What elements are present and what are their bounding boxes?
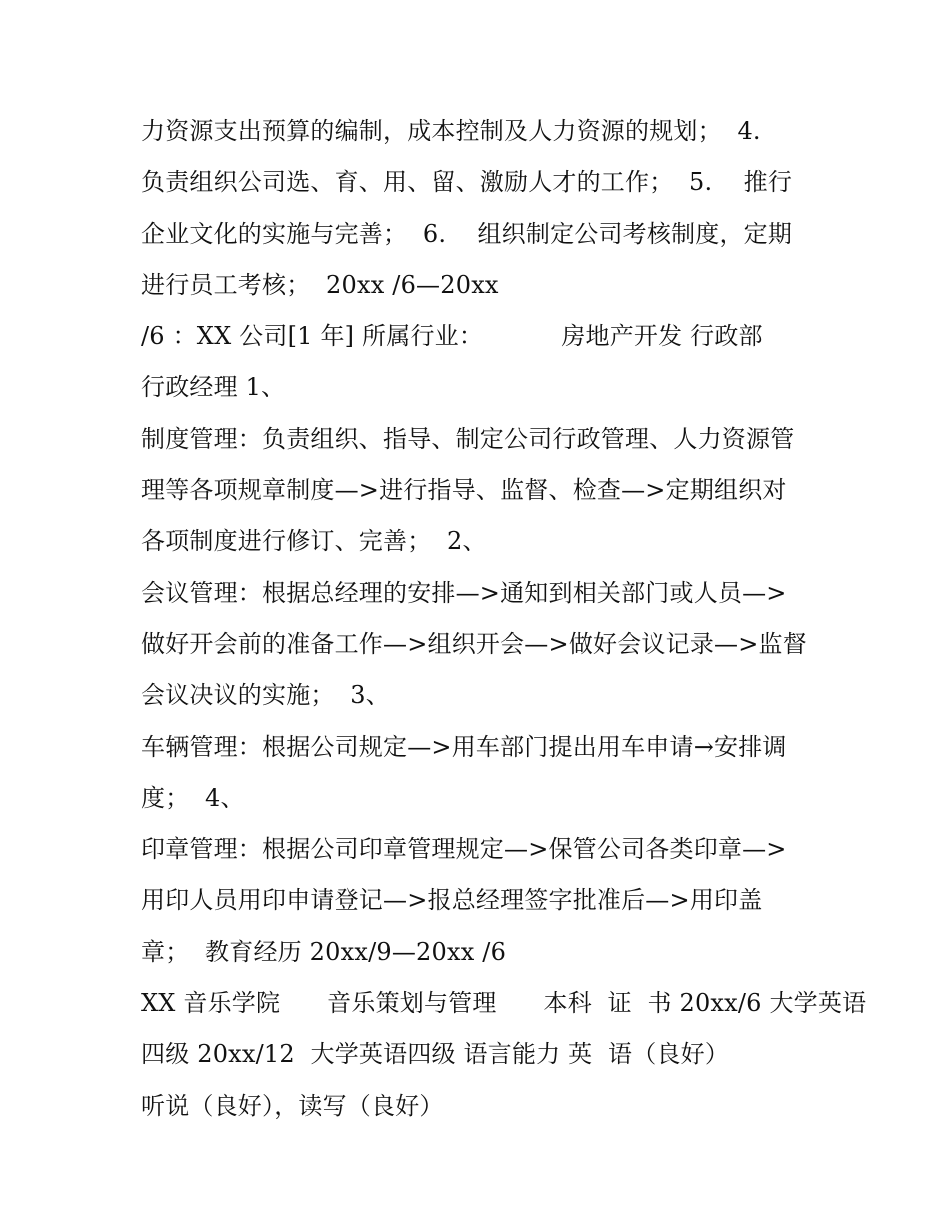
text-line-11: 做好开会前的准备工作—>组织开会—>做好会议记录—>监督 (141, 629, 807, 658)
text-line-1: 力资源支出预算的编制，成本控制及人力资源的规划； 4. (141, 117, 761, 145)
text-line-6: 行政经理 1、 (141, 373, 286, 402)
text-line-19: 四级 20xx/12 大学英语四级 语言能力 英 语（良好） (141, 1040, 730, 1069)
resume-text-block (141, 106, 867, 1132)
text-line-7: 制度管理：负责组织、指导、制定公司行政管理、人力资源管 (141, 424, 795, 453)
text-line-17: 章； 教育经历 20xx/9—20xx /6 (141, 937, 507, 966)
text-line-13: 车辆管理：根据公司规定—>用车部门提出用车申请→安排调 (141, 732, 787, 761)
text-line-15: 印章管理：根据公司印章管理规定—>保管公司各类印章—> (141, 835, 787, 864)
text-line-5: /6 ：XX 公司[1 年] 所属行业： 房地产开发 行政部 (141, 322, 763, 351)
text-line-14: 度； 4、 (141, 783, 245, 812)
text-line-12: 会议决议的实施； 3、 (141, 681, 390, 710)
text-line-10: 会议管理：根据总经理的安排—>通知到相关部门或人员—> (141, 578, 787, 607)
text-line-4: 进行员工考核； 20xx /6—20xx (141, 270, 499, 299)
text-line-20: 听说（良好），读写（良好） (141, 1091, 444, 1120)
text-line-8: 理等各项规章制度—>进行指导、监督、检查—>定期组织对 (141, 476, 787, 505)
text-line-2: 负责组织公司选、育、用、留、激励人才的工作； 5. 推行 (141, 168, 793, 197)
text-line-9: 各项制度进行修订、完善； 2、 (141, 527, 487, 556)
text-line-3: 企业文化的实施与完善； 6. 组织制定公司考核制度，定期 (141, 219, 793, 248)
text-line-16: 用印人员用印申请登记—>报总经理签字批准后—>用印盖 (141, 886, 763, 915)
text-line-18: XX 音乐学院 音乐策划与管理 本科 证 书 20xx/6 大学英语 (141, 989, 867, 1018)
